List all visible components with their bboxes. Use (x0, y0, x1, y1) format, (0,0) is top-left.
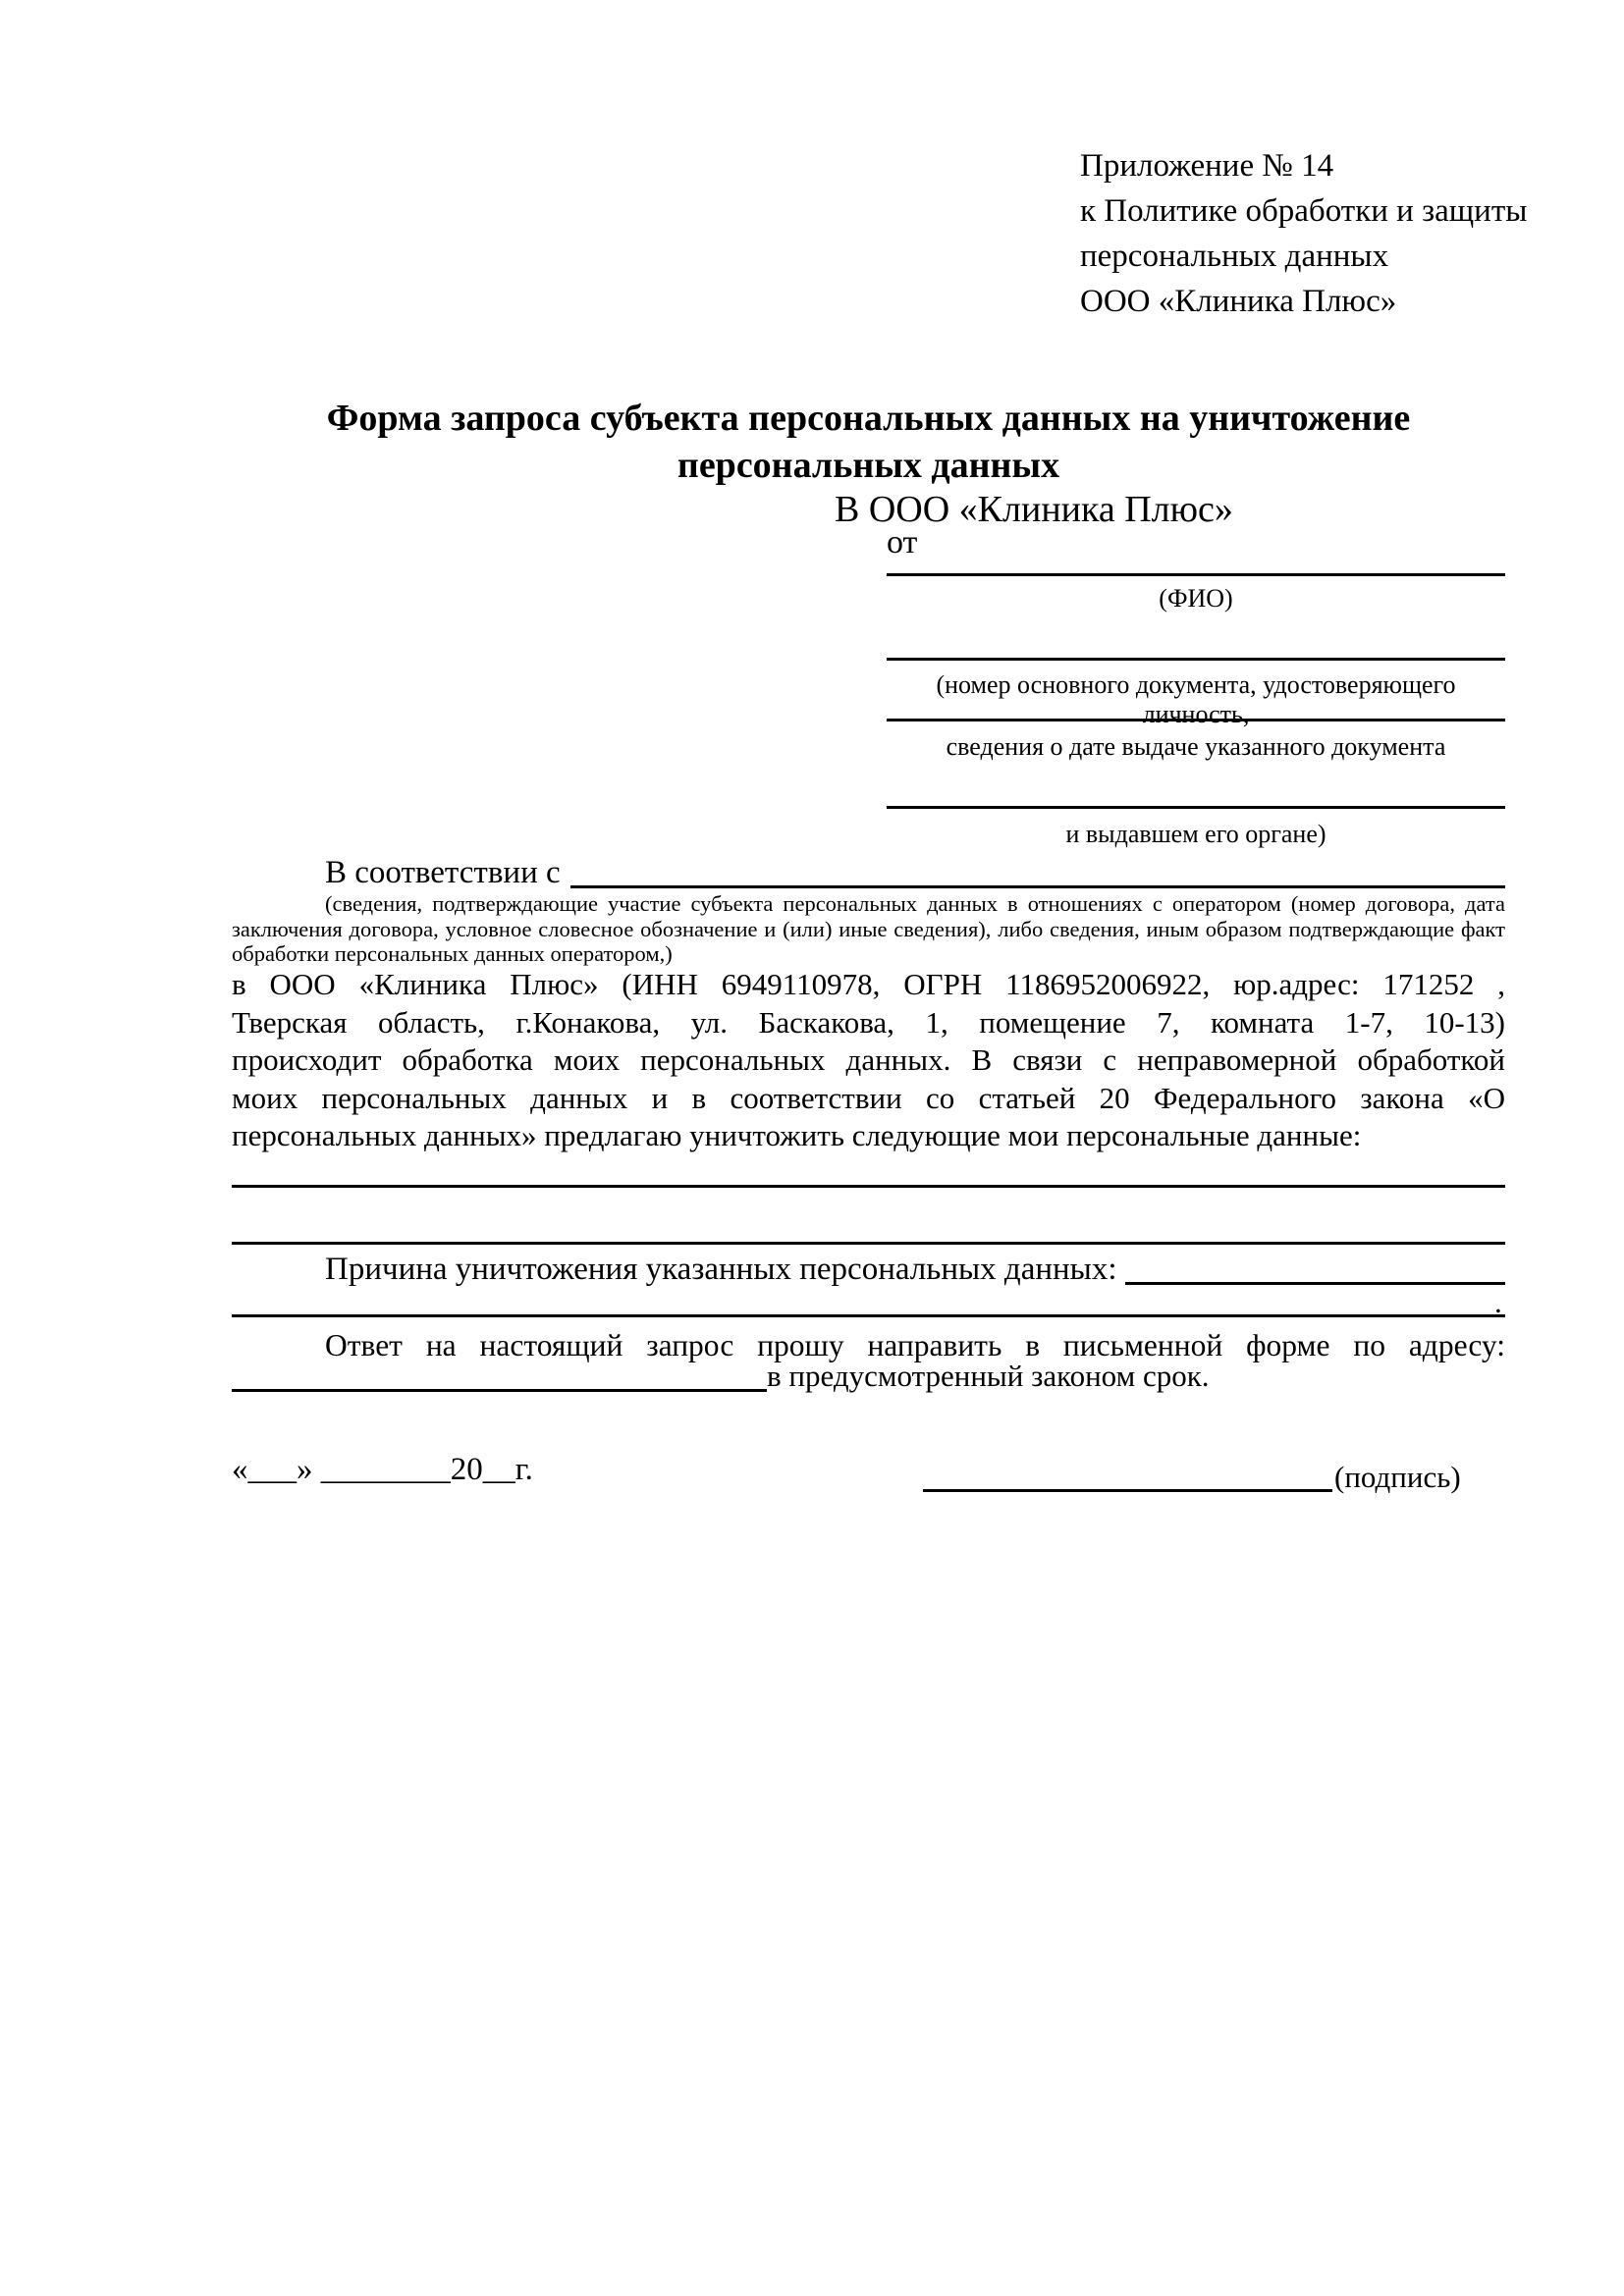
org-name-line: ООО «Клиника Плюс» (1080, 284, 1397, 319)
from-label: от (887, 524, 918, 561)
reason-blank-line-2 (232, 1314, 1505, 1317)
body-line: в ООО «Клиника Плюс» (ИНН 6949110978, ОГРН 1186952006922, юр.адрес: 171252 , (232, 967, 1505, 1001)
answer-sentence: Ответ на настоящий запрос прошу направить в письменной форме по адресу: (325, 1328, 1505, 1362)
accordance-lead: В соответствии с (325, 855, 561, 890)
signature-caption: (подпись) (1334, 1460, 1461, 1494)
body-line: Тверская область, г.Конакова, ул. Баскакова, 1, помещение 7, комната 1-7, 10-13) (232, 1004, 1505, 1040)
body-line: персональных данных» предлагаю уничтожить следующие мои персональные данные: (232, 1118, 1362, 1153)
accordance-blank-line (570, 854, 1505, 888)
fine-print-line: заключения договора, условное словесное обозначение и (или) иные сведения), либо сведения, иным образом подтверждающие факт (232, 916, 1505, 941)
term-text: в предусмотренный законом срок. (767, 1359, 1210, 1393)
body-line: происходит обработка моих персональных данных. В связи с неправомерной обработкой (232, 1042, 1505, 1078)
appendix-line: Приложение № 14 (1080, 148, 1334, 184)
reason-row (232, 1251, 1505, 1288)
fio-blank-line (887, 573, 1505, 576)
data-to-destroy-blank-line-1 (232, 1185, 1505, 1188)
addressee-line: В ООО «Клиника Плюс» (835, 489, 1233, 530)
issue-date-blank-line (887, 719, 1505, 721)
issuing-authority-blank-line (887, 806, 1505, 809)
signature-blank-line (923, 1489, 1332, 1492)
trailing-period: . (1494, 1285, 1502, 1319)
address-blank-line (232, 1361, 767, 1392)
accordance-row (232, 854, 1505, 891)
policy-line: к Политике обработки и защиты (1080, 193, 1528, 229)
reason-blank-line (1125, 1251, 1505, 1285)
appendix-header-block (1080, 143, 1532, 324)
fio-caption: (ФИО) (1159, 584, 1233, 613)
document-number-blank-line (887, 658, 1505, 661)
address-row (232, 1361, 1505, 1392)
body-paragraph (232, 966, 1505, 1155)
issuing-authority-caption: и выдавшем его органе) (1065, 820, 1326, 848)
date-line: «___» ________20__г. (232, 1452, 533, 1487)
issue-date-caption: сведения о дате выдаче указанного документа (946, 732, 1446, 761)
policy-line-2: персональных данных (1080, 239, 1389, 274)
reason-label: Причина уничтожения указанных персональных данных: (325, 1252, 1117, 1287)
body-line: моих персональных данных и в соответствии со статьей 20 Федерального закона «О (232, 1080, 1505, 1115)
data-to-destroy-blank-line-2 (232, 1242, 1505, 1245)
fine-print-block (232, 891, 1505, 967)
fine-print-line: (сведения, подтверждающие участие субъекта персональных данных в отношениях с оператором (номер договора, дата (325, 891, 1505, 916)
document-number-caption: (номер основного документа, удостоверяющего личность, (936, 670, 1456, 728)
document-title: Форма запроса субъекта персональных данных на уничтожение персональных данных (326, 398, 1411, 486)
fine-print-line: обработки персональных данных оператором,) (232, 941, 673, 966)
